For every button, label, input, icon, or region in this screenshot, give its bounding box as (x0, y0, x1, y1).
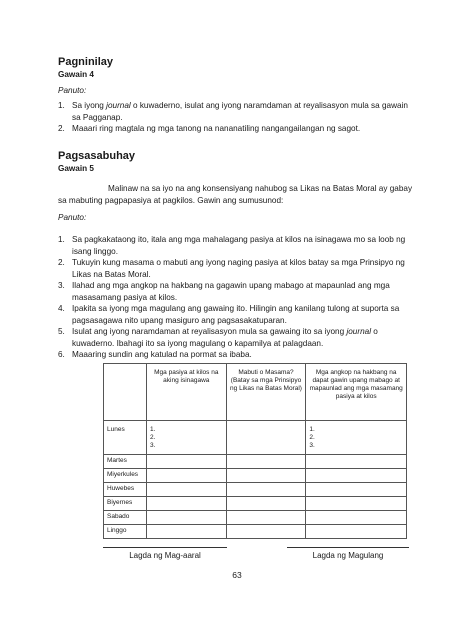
list-text: Ilahad ang mga angkop na hakbang na gagawin upang mabago at mapaunlad ang mga masasamang pasiya at kilos. (72, 281, 390, 302)
list-item (58, 326, 418, 349)
parent-signature-label: Lagda ng Magulang (312, 551, 384, 560)
pagsasabuhay-list (58, 234, 418, 361)
day-cell: Martes (104, 455, 147, 469)
list-number: 6. (58, 350, 65, 359)
list-number: 1. (58, 101, 65, 110)
table-row (104, 525, 407, 539)
lunes-hakbang-cell: 1. 2. 3. (306, 421, 407, 455)
list-text: Ipakita sa iyong mga magulang ang gawaing ito. Hilingin ang kanilang tulong at suporta sa pagsasagawa nito upang masiguro ang pagsasakatuparan. (72, 304, 400, 325)
list-text-continued: o kuwaderno, isulat ang iyong naramdaman at reyalisasyon mula sa gawain sa Pagganap. (72, 101, 408, 122)
pagninilay-list (58, 100, 418, 135)
weekly-table (103, 363, 407, 539)
list-number: 5. (58, 327, 65, 336)
list-item (58, 349, 418, 361)
student-signature-line (103, 547, 227, 548)
list-item (58, 123, 418, 135)
list-text: Maaaring sundin ang katulad na pormat sa ibaba. (72, 350, 252, 359)
table-row (104, 497, 407, 511)
list-text: Sa iyong (72, 101, 107, 110)
list-text: Sa pagkakataong ito, itala ang mga mahalagang pasiya at kilos na isinagawa mo sa loob ng isang linggo. (72, 235, 406, 256)
list-text: Isulat ang iyong naramdaman at reyalisasyon mula sa gawaing ito sa iyong (72, 327, 347, 336)
page-number: 63 (232, 570, 242, 580)
list-number: 2. (58, 124, 65, 133)
day-cell: Lunes (104, 421, 147, 455)
intro-paragraph: Malinaw na sa iyo na ang konsensiyang nahubog sa Likas na Batas Moral ay gabay sa mabuting pagpapasiya at pagkilos. Gawin ang sumusunod: (58, 184, 413, 205)
list-item (58, 100, 418, 123)
pagninilay-title: Pagninilay (58, 56, 114, 68)
list-number: 3. (58, 281, 65, 290)
list-item (58, 280, 418, 303)
table-row (104, 483, 407, 497)
header-pasiya: Mga pasiya at kilos na aking isinagawa (146, 364, 226, 421)
list-item (58, 234, 418, 257)
list-emphasis: journal (346, 327, 372, 336)
gawain-4-label: Gawain 4 (58, 70, 94, 79)
header-empty (104, 364, 147, 421)
list-item (58, 303, 418, 326)
header-hakbang: Mga angkop na hakbang na dapat gawin upang mabago at mapaunlad ang mga masamang pasiya at kilos (306, 364, 407, 421)
list-item (58, 257, 418, 280)
gawain-5-label: Gawain 5 (58, 164, 94, 173)
lunes-mabuti-cell (226, 421, 306, 455)
student-signature-label: Lagda ng Mag-aaral (129, 551, 201, 560)
list-text: Tukuyin kung masama o mabuti ang iyong naging pasiya at kilos batay sa mga Prinsipyo ng Likas na Batas Moral. (72, 258, 405, 279)
day-cell: Huwebes (104, 483, 147, 497)
table-row (104, 469, 407, 483)
table-row-lunes (104, 421, 407, 455)
day-cell: Biyernes (104, 497, 147, 511)
day-cell: Sabado (104, 511, 147, 525)
panuto-label-1: Panuto: (58, 86, 87, 95)
day-cell: Linggo (104, 525, 147, 539)
table-row (104, 511, 407, 525)
pagsasabuhay-title: Pagsasabuhay (58, 150, 136, 162)
list-text: Maaari ring magtala ng mga tanong na nananatiling nangangailangan ng sagot. (72, 124, 361, 133)
parent-signature-line (287, 547, 409, 548)
day-cell: Miyerkules (104, 469, 147, 483)
list-number: 2. (58, 258, 65, 267)
list-text-continued: o kuwaderno. Ibahagi ito sa iyong magulang o kapamilya at palagdaan. (72, 327, 378, 348)
list-emphasis: journal (106, 101, 131, 110)
table-row (104, 455, 407, 469)
header-mabuti-masama: Mabuti o Masama? (Batay sa mga Prinsipyo ng Likas na Batas Moral) (226, 364, 306, 421)
list-number: 1. (58, 235, 65, 244)
panuto-label-2: Panuto: (58, 213, 87, 222)
lunes-pasiya-cell: 1. 2. 3. (146, 421, 226, 455)
list-number: 4. (58, 304, 65, 313)
